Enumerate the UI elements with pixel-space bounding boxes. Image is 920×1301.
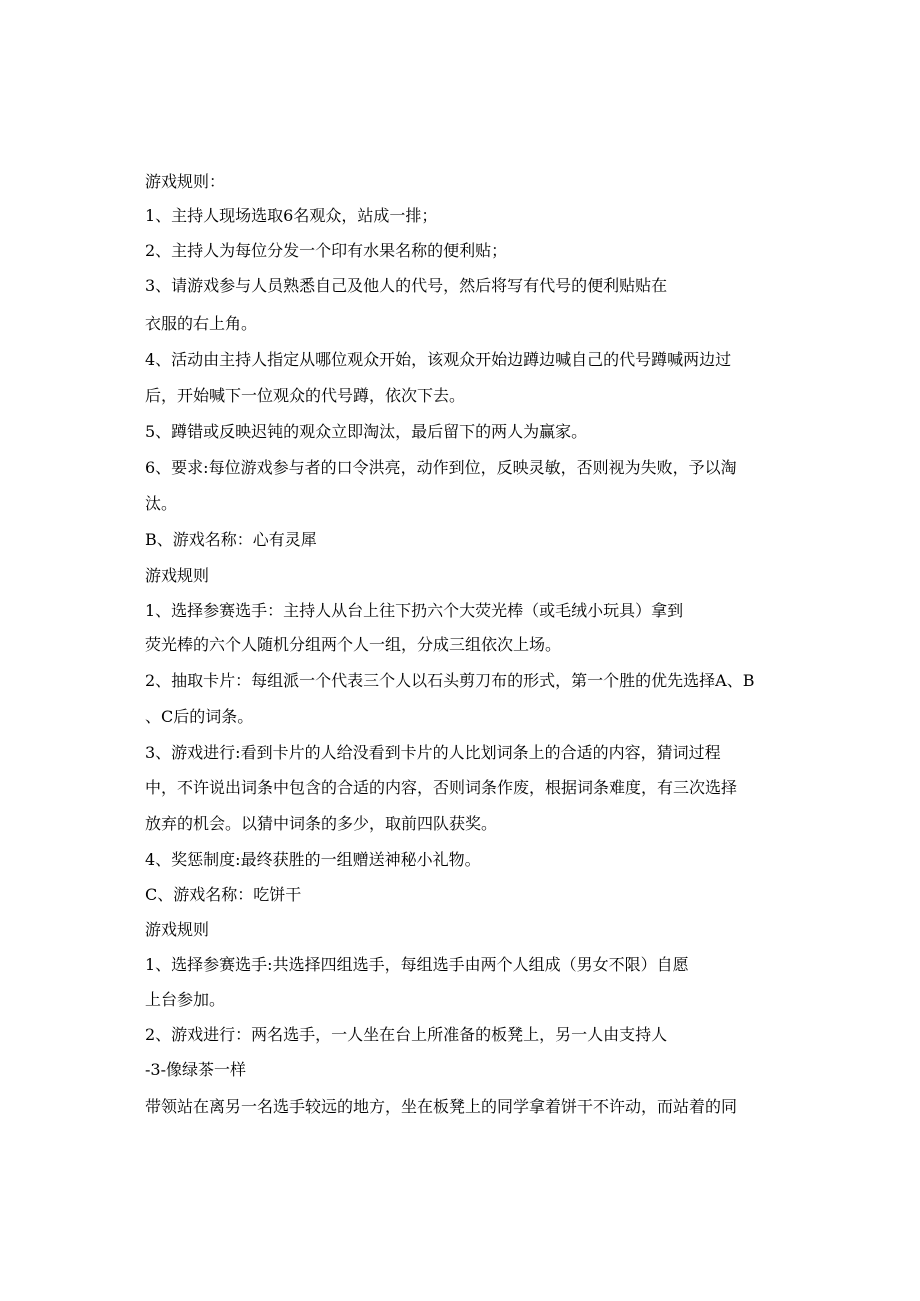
rule-line: 5、蹲错或反映迟钝的观众立即淘汰，最后留下的两人为赢家。 <box>145 422 588 441</box>
rules-heading: 游戏规则： <box>145 172 226 191</box>
rule-line: 4、活动由主持人指定从哪位观众开始，该观众开始边蹲边喊自己的代号蹲喊两边过 <box>145 350 732 369</box>
rule-line: 4、奖惩制度:最终获胜的一组赠送神秘小礼物。 <box>145 850 481 869</box>
rule-line: 后，开始喊下一位观众的代号蹲，依次下去。 <box>145 386 466 405</box>
rule-line: 、C后的词条。 <box>145 707 254 726</box>
section-heading: C、游戏名称：吃饼干 <box>145 885 302 904</box>
section-heading: B、游戏名称：心有灵犀 <box>145 530 317 549</box>
rule-line: 1、选择参赛选手:共选择四组选手，每组选手由两个人组成（男女不限）自愿 <box>145 955 689 974</box>
rule-line: 衣服的右上角。 <box>145 314 258 333</box>
rules-heading: 游戏规则 <box>145 566 210 585</box>
rule-line: 2、游戏进行：两名选手，一人坐在台上所准备的板凳上，另一人由支持人 <box>145 1025 668 1044</box>
rule-line: 2、抽取卡片：每组派一个代表三个人以石头剪刀布的形式，第一个胜的优先选择A、B <box>145 671 755 690</box>
rule-line: 汰。 <box>145 494 178 513</box>
rule-line: 1、主持人现场选取6名观众，站成一排； <box>145 206 438 225</box>
rule-line: 上台参加。 <box>145 990 226 1009</box>
rule-line: 放弃的机会。以猜中词条的多少，取前四队获奖。 <box>145 814 498 833</box>
rule-line: 3、请游戏参与人员熟悉自己及他人的代号，然后将写有代号的便利贴贴在 <box>145 276 668 295</box>
rule-line: 3、游戏进行:看到卡片的人给没看到卡片的人比划词条上的合适的内容，猜词过程 <box>145 743 721 762</box>
page-footer: -3-像绿茶一样 <box>145 1060 246 1079</box>
rule-line: 6、要求:每位游戏参与者的口令洪亮，动作到位，反映灵敏，否则视为失败，予以淘 <box>145 458 737 477</box>
rule-line: 荧光棒的六个人随机分组两个人一组，分成三组依次上场。 <box>145 635 562 654</box>
rule-line: 中，不许说出词条中包含的合适的内容，否则词条作废，根据词条难度，有三次选择 <box>145 778 738 797</box>
rule-line: 2、主持人为每位分发一个印有水果名称的便利贴； <box>145 241 508 260</box>
rule-line: 带领站在离另一名选手较远的地方，坐在板凳上的同学拿着饼干不许动，而站着的同 <box>145 1097 738 1116</box>
rules-heading: 游戏规则 <box>145 920 210 939</box>
rule-line: 1、选择参赛选手：主持人从台上往下扔六个大荧光棒（或毛绒小玩具）拿到 <box>145 601 684 620</box>
